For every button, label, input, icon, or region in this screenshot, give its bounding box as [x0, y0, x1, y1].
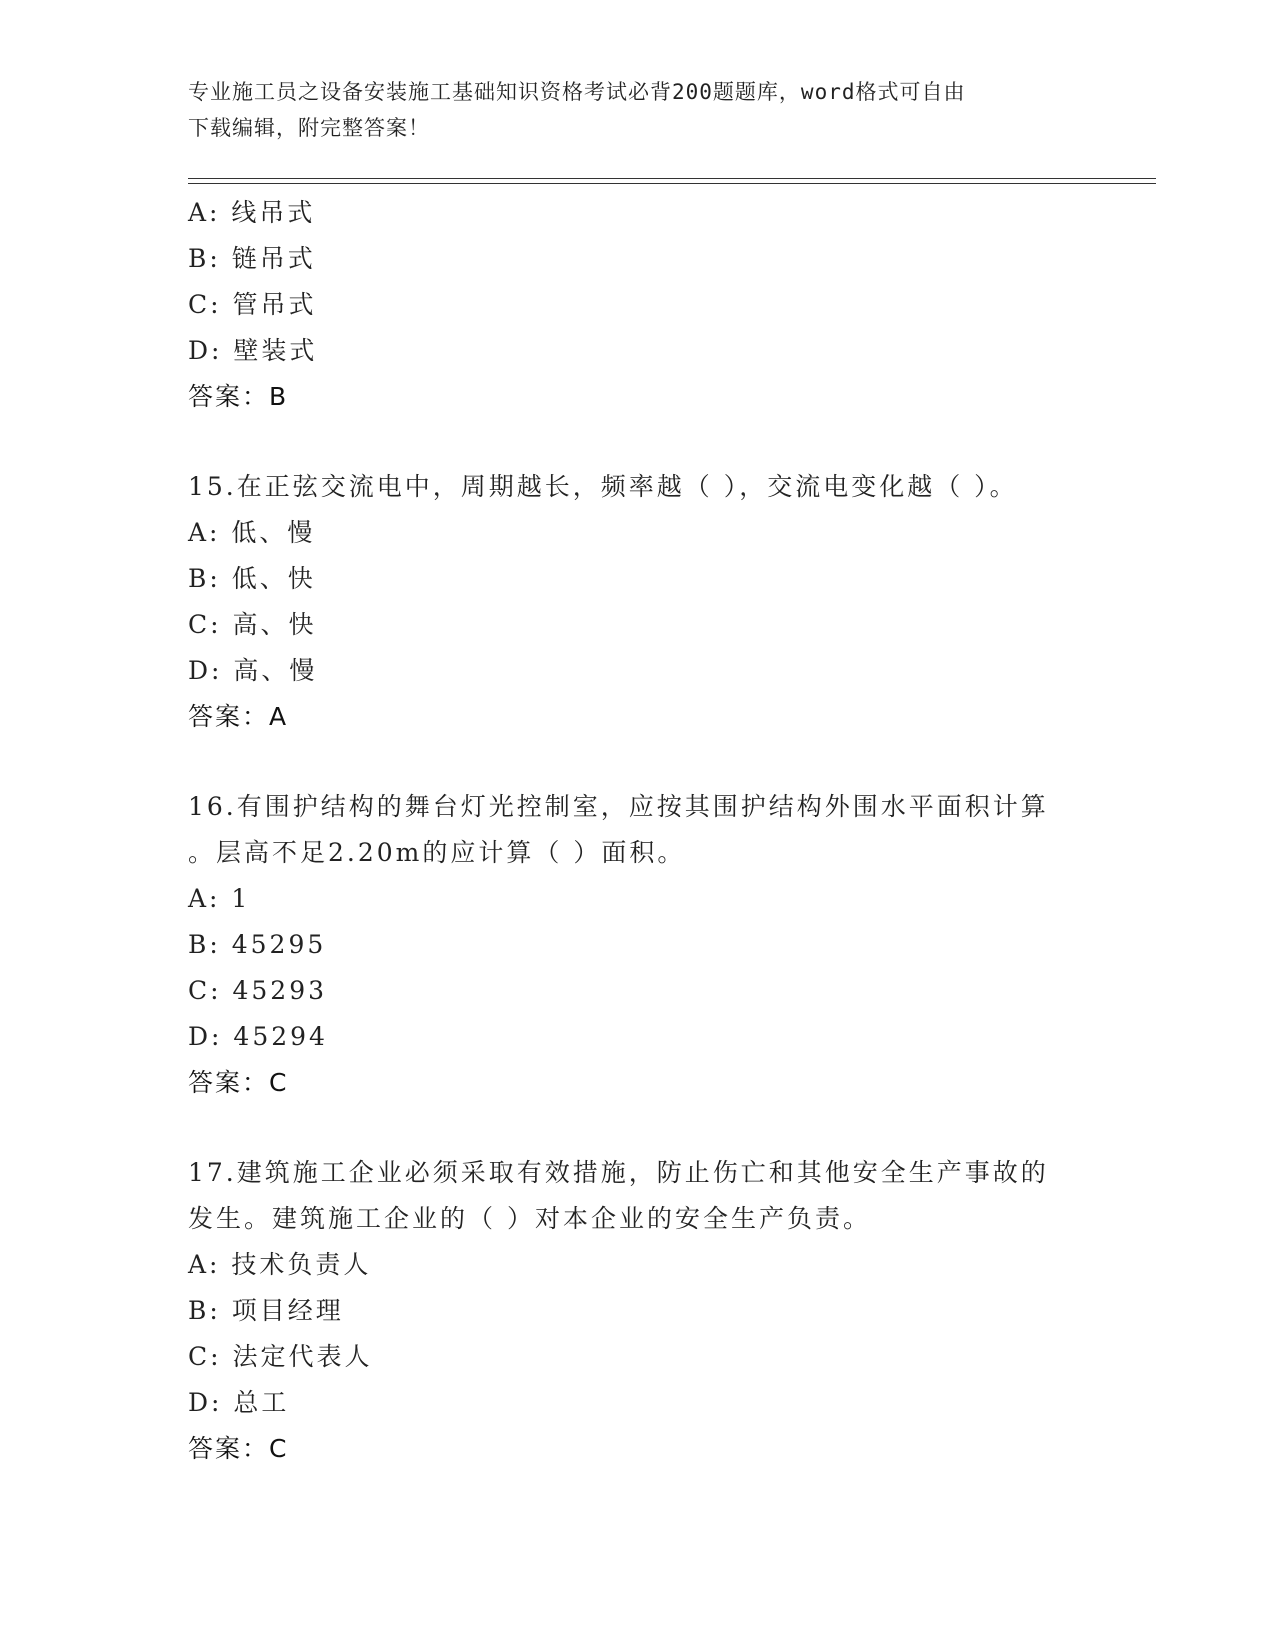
answer-line: 答案：C: [188, 1068, 289, 1097]
option-d: D: 壁装式: [188, 336, 318, 365]
question-stem: [188, 784, 1088, 876]
header-title-line-2: 下载编辑，附完整答案！: [188, 116, 430, 140]
answer-line: 答案：C: [188, 1434, 289, 1463]
option-b: B: 低、快: [188, 564, 316, 593]
option-a: A: 低、慢: [188, 518, 316, 547]
option-d: D: 总工: [188, 1388, 290, 1417]
document-header: [188, 74, 1088, 146]
question-15: [188, 464, 1088, 740]
option-a: A: 技术负责人: [188, 1250, 372, 1279]
question-stem-line-1: 15.在正弦交流电中，周期越长，频率越（ ），交流电变化越（ ）。: [188, 472, 1018, 501]
option-b: B: 链吊式: [188, 244, 316, 273]
question-stem-line-1: 17.建筑施工企业必须采取有效措施，防止伤亡和其他安全生产事故的: [188, 1158, 1049, 1187]
header-divider: [188, 178, 1156, 184]
option-c: C: 高、快: [188, 610, 317, 639]
option-b: B: 项目经理: [188, 1296, 344, 1325]
option-c: C: 法定代表人: [188, 1342, 373, 1371]
option-d: D: 45294: [188, 1022, 328, 1051]
question-list: [188, 190, 1088, 1472]
option-a: A: 线吊式: [188, 198, 316, 227]
answer-line: 答案：B: [188, 382, 289, 411]
question-14: [188, 190, 1088, 420]
question-16: [188, 784, 1088, 1106]
question-stem-line-2: 发生。建筑施工企业的（ ）对本企业的安全生产负责。: [188, 1204, 871, 1233]
answer-line: 答案：A: [188, 702, 289, 731]
question-stem: [188, 464, 1088, 510]
header-title-line-1: 专业施工员之设备安装施工基础知识资格考试必背200题题库，word格式可自由: [188, 80, 966, 104]
question-17: [188, 1150, 1088, 1472]
spacer: [188, 1106, 1088, 1150]
question-stem-line-1: 16.有围护结构的舞台灯光控制室，应按其围护结构外围水平面积计算: [188, 792, 1049, 821]
spacer: [188, 420, 1088, 464]
question-stem-line-2: 。层高不足2.20m的应计算（ ）面积。: [188, 838, 686, 867]
option-c: C: 45293: [188, 976, 328, 1005]
option-a: A: 1: [188, 884, 251, 913]
option-c: C: 管吊式: [188, 290, 317, 319]
question-stem: [188, 1150, 1088, 1242]
spacer: [188, 740, 1088, 784]
option-d: D: 高、慢: [188, 656, 318, 685]
option-b: B: 45295: [188, 930, 327, 959]
